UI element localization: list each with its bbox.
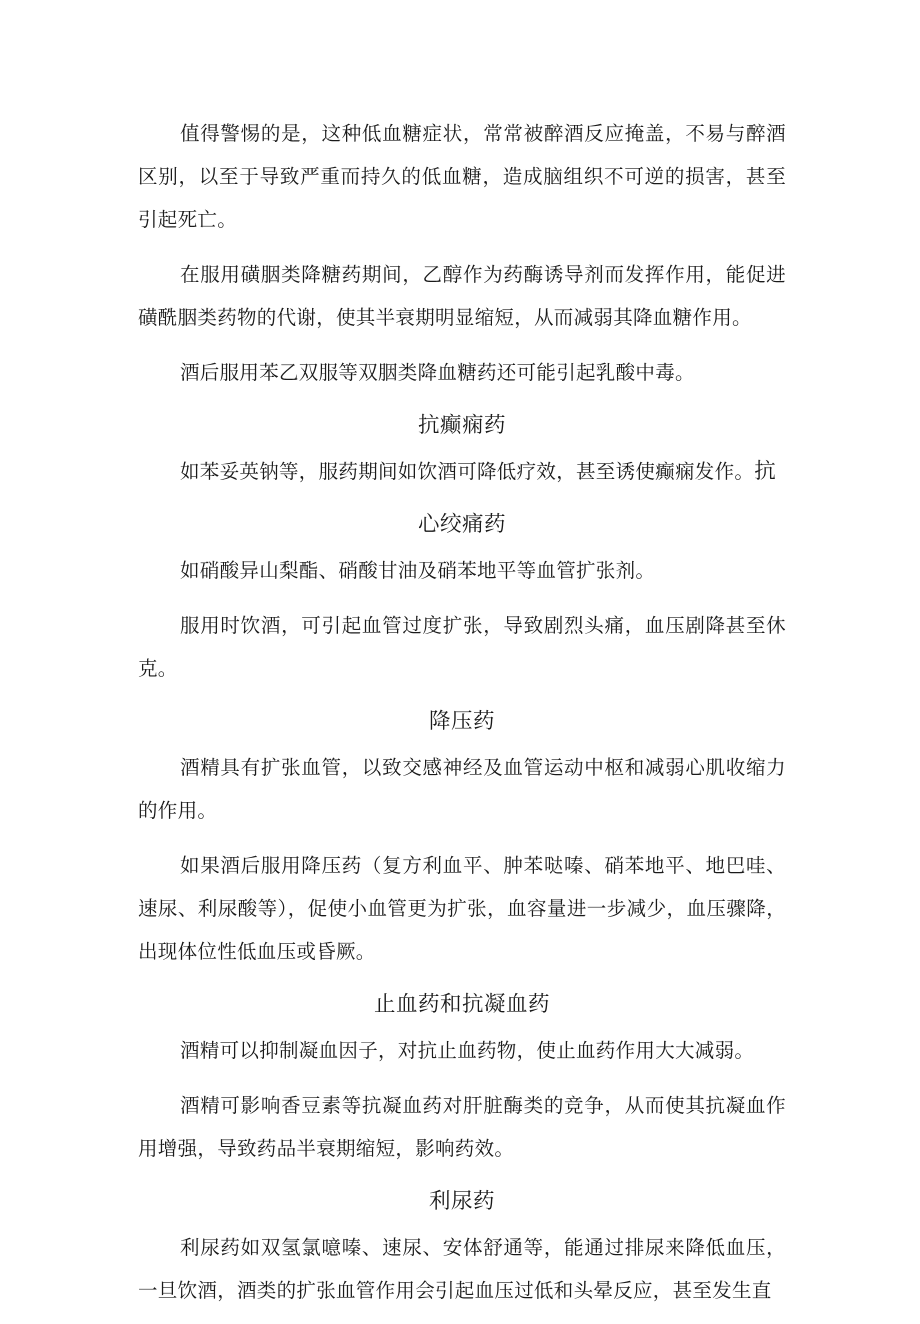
- heading-hemostatic-anticoagulant: 止血药和抗凝血药: [373, 992, 550, 1017]
- heading-antianginal-prefix: 抗: [754, 459, 777, 484]
- paragraph-phenytoin: [138, 450, 786, 493]
- paragraph-lactic-acidosis: 酒后服用苯乙双服等双胭类降血糖药还可能引起乳酸中毒。: [180, 361, 695, 384]
- paragraph-vasodilation-shock: 服用时饮酒，可引起血管过度扩张，导致剧烈头痛，血压剧降甚至休克。: [138, 614, 786, 680]
- heading-antiepileptic: 抗癫痫药: [417, 413, 506, 438]
- paragraph-coumarin: 酒精可影响香豆素等抗凝血药对肝脏酶类的竞争，从而使其抗凝血作用增强，导致药品半衰期缩短，影响药效。: [138, 1094, 786, 1160]
- paragraph-sulfonylurea: 在服用磺胭类降糖药期间，乙醇作为药酶诱导剂而发挥作用，能促进磺酰胭类药物的代谢，使其半衰期明显缩短，从而减弱其降血糖作用。: [138, 263, 786, 329]
- paragraph-coagulation-factor: 酒精可以抑制凝血因子，对抗止血药物，使止血药作用大大减弱。: [180, 1039, 755, 1062]
- paragraph-nitrates: 如硝酸异山梨酯、硝酸甘油及硝苯地平等血管扩张剂。: [180, 559, 656, 582]
- paragraph-alcohol-vasodilation: 酒精具有扩张血管，以致交感神经及血管运动中枢和减弱心肌收缩力的作用。: [138, 756, 786, 822]
- paragraph-hypoglycemia-warning: 值得警惕的是，这种低血糖症状，常常被醉酒反应掩盖，不易与醉酒区别，以至于导致严重而持久的低血糖，造成脑组织不可逆的损害，甚至引起死亡。: [138, 122, 786, 231]
- paragraph-diuretics: 利尿药如双氢氯噫嗪、速尿、安体舒通等，能通过排尿来降低血压，一旦饮酒，酒类的扩张血管作用会引起血压过低和头晕反应，甚至发生直: [138, 1236, 786, 1302]
- document-body: [138, 112, 786, 1324]
- heading-diuretics: 利尿药: [428, 1189, 495, 1214]
- heading-antihypertensive: 降压药: [428, 709, 495, 734]
- paragraph-hypotension: 如果酒后服用降压药（复方利血平、肿苯哒嗪、硝苯地平、地巴哇、速尿、利尿酸等），促使小血管更为扩张，血容量进一步减少，血压骤降，出现体位性低血压或昏厥。: [138, 854, 786, 963]
- paragraph-phenytoin-text: 如苯妥英钠等，服药期间如饮酒可降低疗效，甚至诱使癫痫发作。: [180, 460, 755, 483]
- heading-antianginal: 心绞痛药: [417, 512, 506, 537]
